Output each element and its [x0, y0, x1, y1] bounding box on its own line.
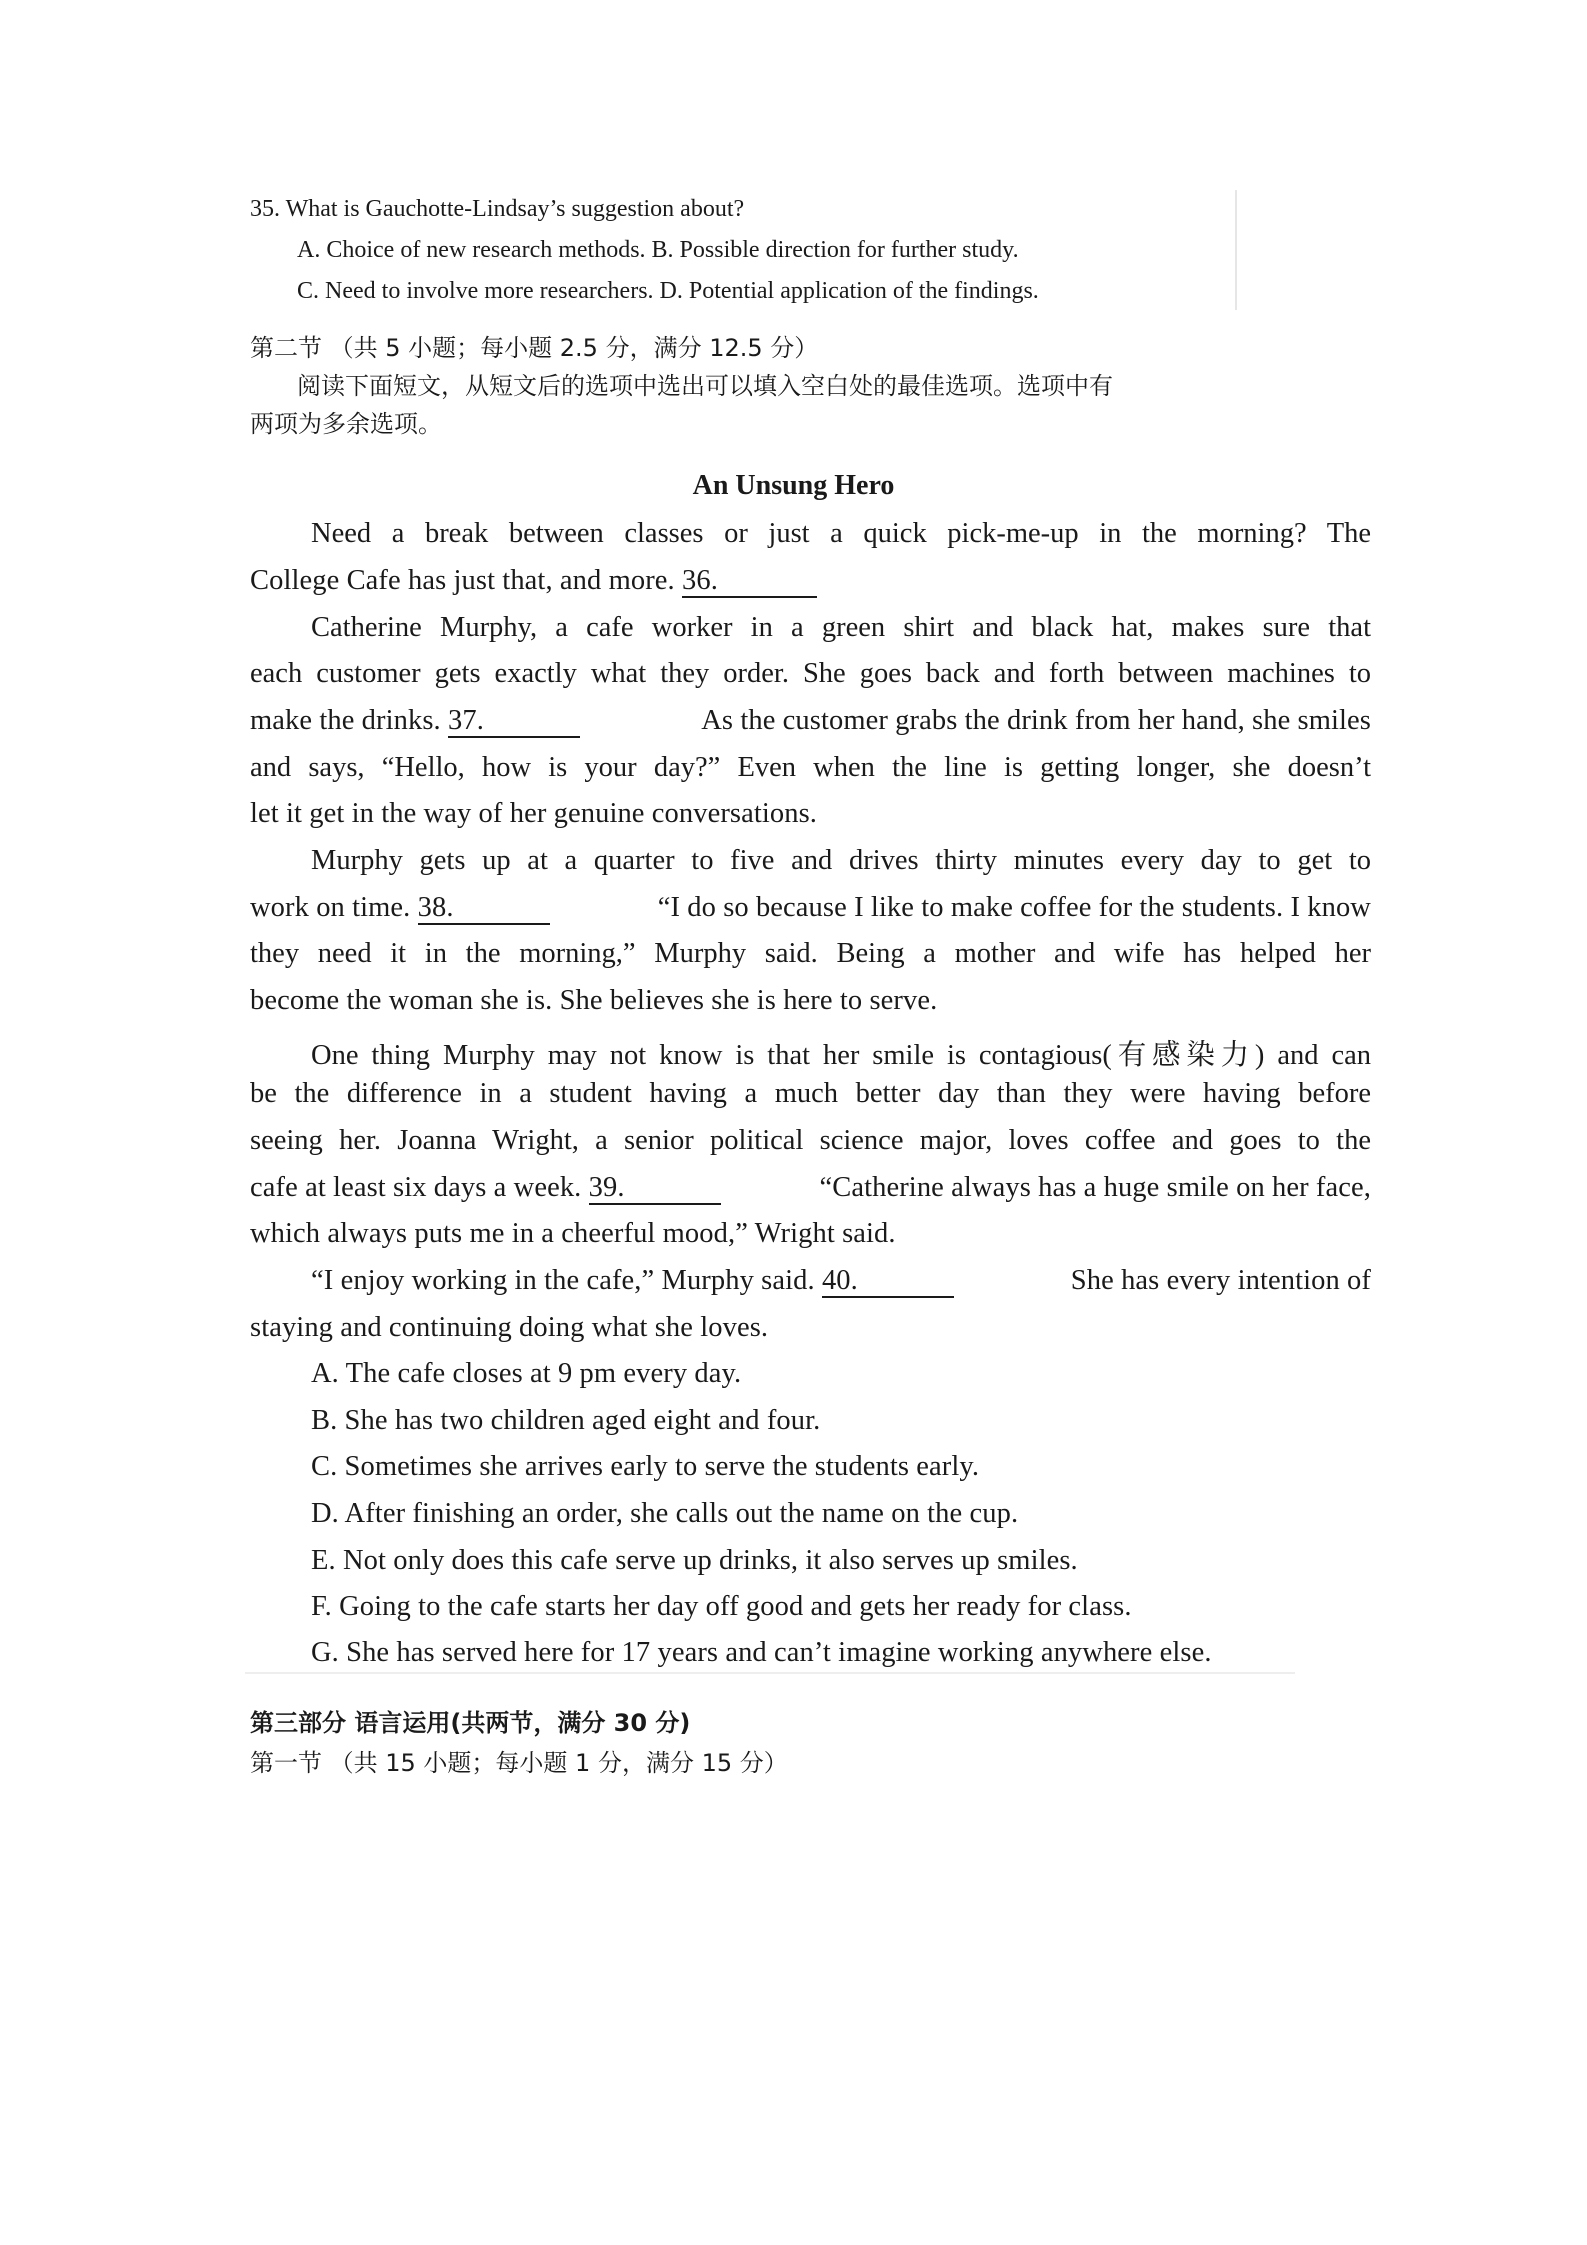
- choice-g: G. She has served here for 17 years and can’t imagine working anywhere else.: [311, 1637, 1212, 1668]
- section2-header: 第二节 （共 5 小题；每小题 2.5 分，满分 12.5 分）: [250, 334, 819, 362]
- passage-text: As the customer grabs the drink from her hand, she smiles: [701, 705, 1371, 736]
- passage-text: work on time.: [250, 892, 411, 923]
- blank-36: 36.: [682, 566, 817, 598]
- passage-title: An Unsung Hero: [692, 470, 895, 501]
- passage-line: and says, “Hello, how is your day?” Even when the line is getting longer, she doesn’t: [250, 752, 1371, 783]
- passage-line: each customer gets exactly what they order. She goes back and forth between machines to: [250, 658, 1371, 689]
- passage-line: Murphy gets up at a quarter to five and drives thirty minutes every day to get to: [311, 845, 1371, 876]
- question-35-stem: 35. What is Gauchotte-Lindsay’s suggestion about?: [250, 196, 745, 222]
- choice-b: B. She has two children aged eight and four.: [311, 1405, 821, 1436]
- passage-line: Need a break between classes or just a quick pick-me-up in the morning? The: [311, 518, 1371, 549]
- blank-39: 39.: [589, 1173, 721, 1205]
- passage-line: [250, 565, 817, 598]
- choice-e: E. Not only does this cafe serve up drinks, it also serves up smiles.: [311, 1545, 1078, 1576]
- passage-line: [250, 1172, 1371, 1205]
- blank-40: 40.: [822, 1266, 954, 1298]
- passage-line: staying and continuing doing what she loves.: [250, 1312, 769, 1343]
- passage-line: become the woman she is. She believes she is here to serve.: [250, 985, 938, 1016]
- part3-header: 第三部分 语言运用(共两节，满分 30 分): [250, 1709, 691, 1737]
- question-35-options-row2: C. Need to involve more researchers. D. Potential application of the findings.: [297, 278, 1039, 304]
- passage-text: “I do so because I like to make coffee for the students. I know: [657, 892, 1371, 923]
- passage-text: She has every intention of: [1070, 1265, 1371, 1296]
- choice-f: F. Going to the cafe starts her day off good and gets her ready for class.: [311, 1591, 1132, 1622]
- passage-text: cafe at least six days a week.: [250, 1172, 582, 1203]
- passage-line: be the difference in a student having a much better day than they were having before: [250, 1078, 1371, 1109]
- passage-text: make the drinks.: [250, 705, 441, 736]
- passage-text: “I enjoy working in the cafe,” Murphy said.: [311, 1265, 815, 1296]
- passage-line: they need it in the morning,” Murphy said. Being a mother and wife has helped her: [250, 938, 1371, 969]
- question-35-options-row1: A. Choice of new research methods. B. Possible direction for further study.: [297, 237, 1019, 263]
- choice-c: C. Sometimes she arrives early to serve the students early.: [311, 1451, 980, 1482]
- passage-line: [250, 705, 1371, 738]
- passage-text: “Catherine always has a huge smile on her face,: [819, 1172, 1371, 1203]
- choice-d: D. After finishing an order, she calls out the name on the cup.: [311, 1498, 1019, 1529]
- passage-line: which always puts me in a cheerful mood,” Wright said.: [250, 1218, 896, 1249]
- passage-line: One thing Murphy may not know is that her smile is contagious(有感染力) and can: [311, 1040, 1371, 1071]
- passage-line: let it get in the way of her genuine conversations.: [250, 798, 818, 829]
- blank-38: 38.: [418, 893, 550, 925]
- passage-text: College Cafe has just that, and more.: [250, 565, 675, 596]
- section2-instruction-line1: 阅读下面短文，从短文后的选项中选出可以填入空白处的最佳选项。选项中有: [297, 372, 1113, 400]
- blank-37: 37.: [448, 706, 580, 738]
- section2-instruction-line2: 两项为多余选项。: [250, 410, 442, 438]
- passage-line: seeing her. Joanna Wright, a senior political science major, loves coffee and goes to the: [250, 1125, 1371, 1156]
- part3-section1-header: 第一节 （共 15 小题；每小题 1 分，满分 15 分）: [250, 1749, 788, 1777]
- passage-line: Catherine Murphy, a cafe worker in a green shirt and black hat, makes sure that: [311, 612, 1371, 643]
- section-divider: [245, 1672, 1295, 1674]
- choice-a: A. The cafe closes at 9 pm every day.: [311, 1358, 742, 1389]
- passage-line: [250, 892, 1371, 925]
- passage-line: [311, 1265, 1371, 1298]
